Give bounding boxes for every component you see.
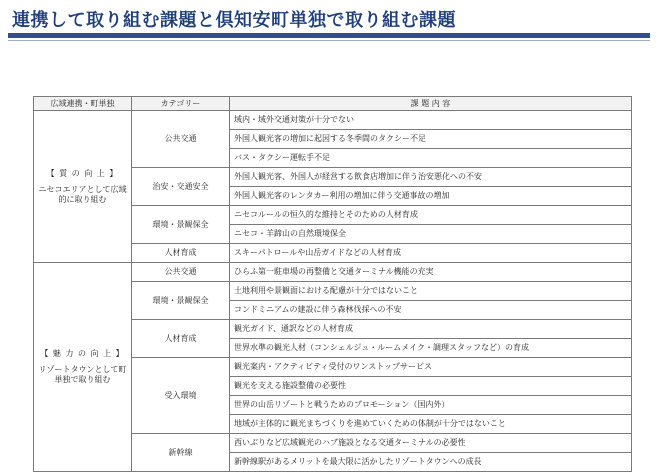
issue-cell: 観光を支える施設整備の必要性	[230, 377, 632, 396]
issue-cell: ニセコルールの恒久的な維持とそのための人材育成	[230, 206, 632, 225]
issue-cell: 観光ガイド、通訳などの人材育成	[230, 320, 632, 339]
category-cell: 新幹線	[132, 434, 230, 472]
region-description: ニセコエリアとして広域的に取り組む	[38, 184, 127, 204]
issue-cell: 土地利用や景観面における配慮が十分ではないこと	[230, 282, 632, 301]
category-cell: 公共交通	[132, 263, 230, 282]
title-underline-thin	[8, 40, 650, 41]
header-category: カテゴリー	[132, 97, 230, 111]
issue-cell: スキーパトロールや山岳ガイドなどの人材育成	[230, 244, 632, 263]
issue-cell: 観光案内・アクティビティ受付のワンストップサービス	[230, 358, 632, 377]
table-row	[34, 263, 632, 282]
issue-cell: コンドミニアムの建設に伴う森林伐採への不安	[230, 301, 632, 320]
issue-cell: ニセコ・羊蹄山の自然環境保全	[230, 225, 632, 244]
category-cell: 環境・景観保全	[132, 282, 230, 320]
region-title: 【 質 の 向 上 】	[46, 168, 119, 178]
category-cell: 環境・景観保全	[132, 206, 230, 244]
issue-cell: 世界の山岳リゾートと戦うためのプロモーション（国内外）	[230, 396, 632, 415]
issues-table	[33, 96, 632, 472]
issue-cell: 地域が主体的に観光まちづくりを進めていくための体制が十分ではないこと	[230, 415, 632, 434]
issue-cell: 新幹線駅があるメリットを最大限に活かしたリゾートタウンへの成長	[230, 453, 632, 472]
title-underline	[8, 33, 650, 38]
region-cell	[34, 263, 132, 472]
region-cell	[34, 111, 132, 263]
category-cell: 治安・交通安全	[132, 168, 230, 206]
category-cell: 人材育成	[132, 244, 230, 263]
issue-cell: 西いぶりなど広域観光のハブ施設となる交通ターミナルの必要性	[230, 434, 632, 453]
region-title: 【 魅 力 の 向 上 】	[40, 349, 125, 358]
region-description: リゾートタウンとして町単独で取り組む	[38, 365, 127, 384]
issue-cell: バス・タクシー運転手不足	[230, 149, 632, 168]
table-header-row	[34, 97, 632, 111]
page-title: 連携して取り組む課題と倶知安町単独で取り組む課題	[12, 10, 456, 31]
category-cell: 公共交通	[132, 111, 230, 168]
issue-cell: 外国人観光客、外国人が経営する飲食店増加に伴う治安悪化への不安	[230, 168, 632, 187]
category-cell: 人材育成	[132, 320, 230, 358]
issue-cell: 外国人観光客のレンタカー利用の増加に伴う交通事故の増加	[230, 187, 632, 206]
header-region: 広域連携・町単独	[34, 97, 132, 111]
header-issue: 課 題 内 容	[230, 97, 632, 111]
issue-cell: 外国人観光客の増加に起因する冬季間のタクシー不足	[230, 130, 632, 149]
category-cell: 受入環境	[132, 358, 230, 434]
issue-cell: 域内・域外交通対策が十分でない	[230, 111, 632, 130]
issue-cell: 世界水準の観光人材（コンシェルジュ・ルームメイク・調理スタッフなど）の育成	[230, 339, 632, 358]
table-body	[34, 111, 632, 472]
table-row	[34, 111, 632, 130]
issue-cell: ひらふ第一駐車場の再整備と交通ターミナル機能の充実	[230, 263, 632, 282]
